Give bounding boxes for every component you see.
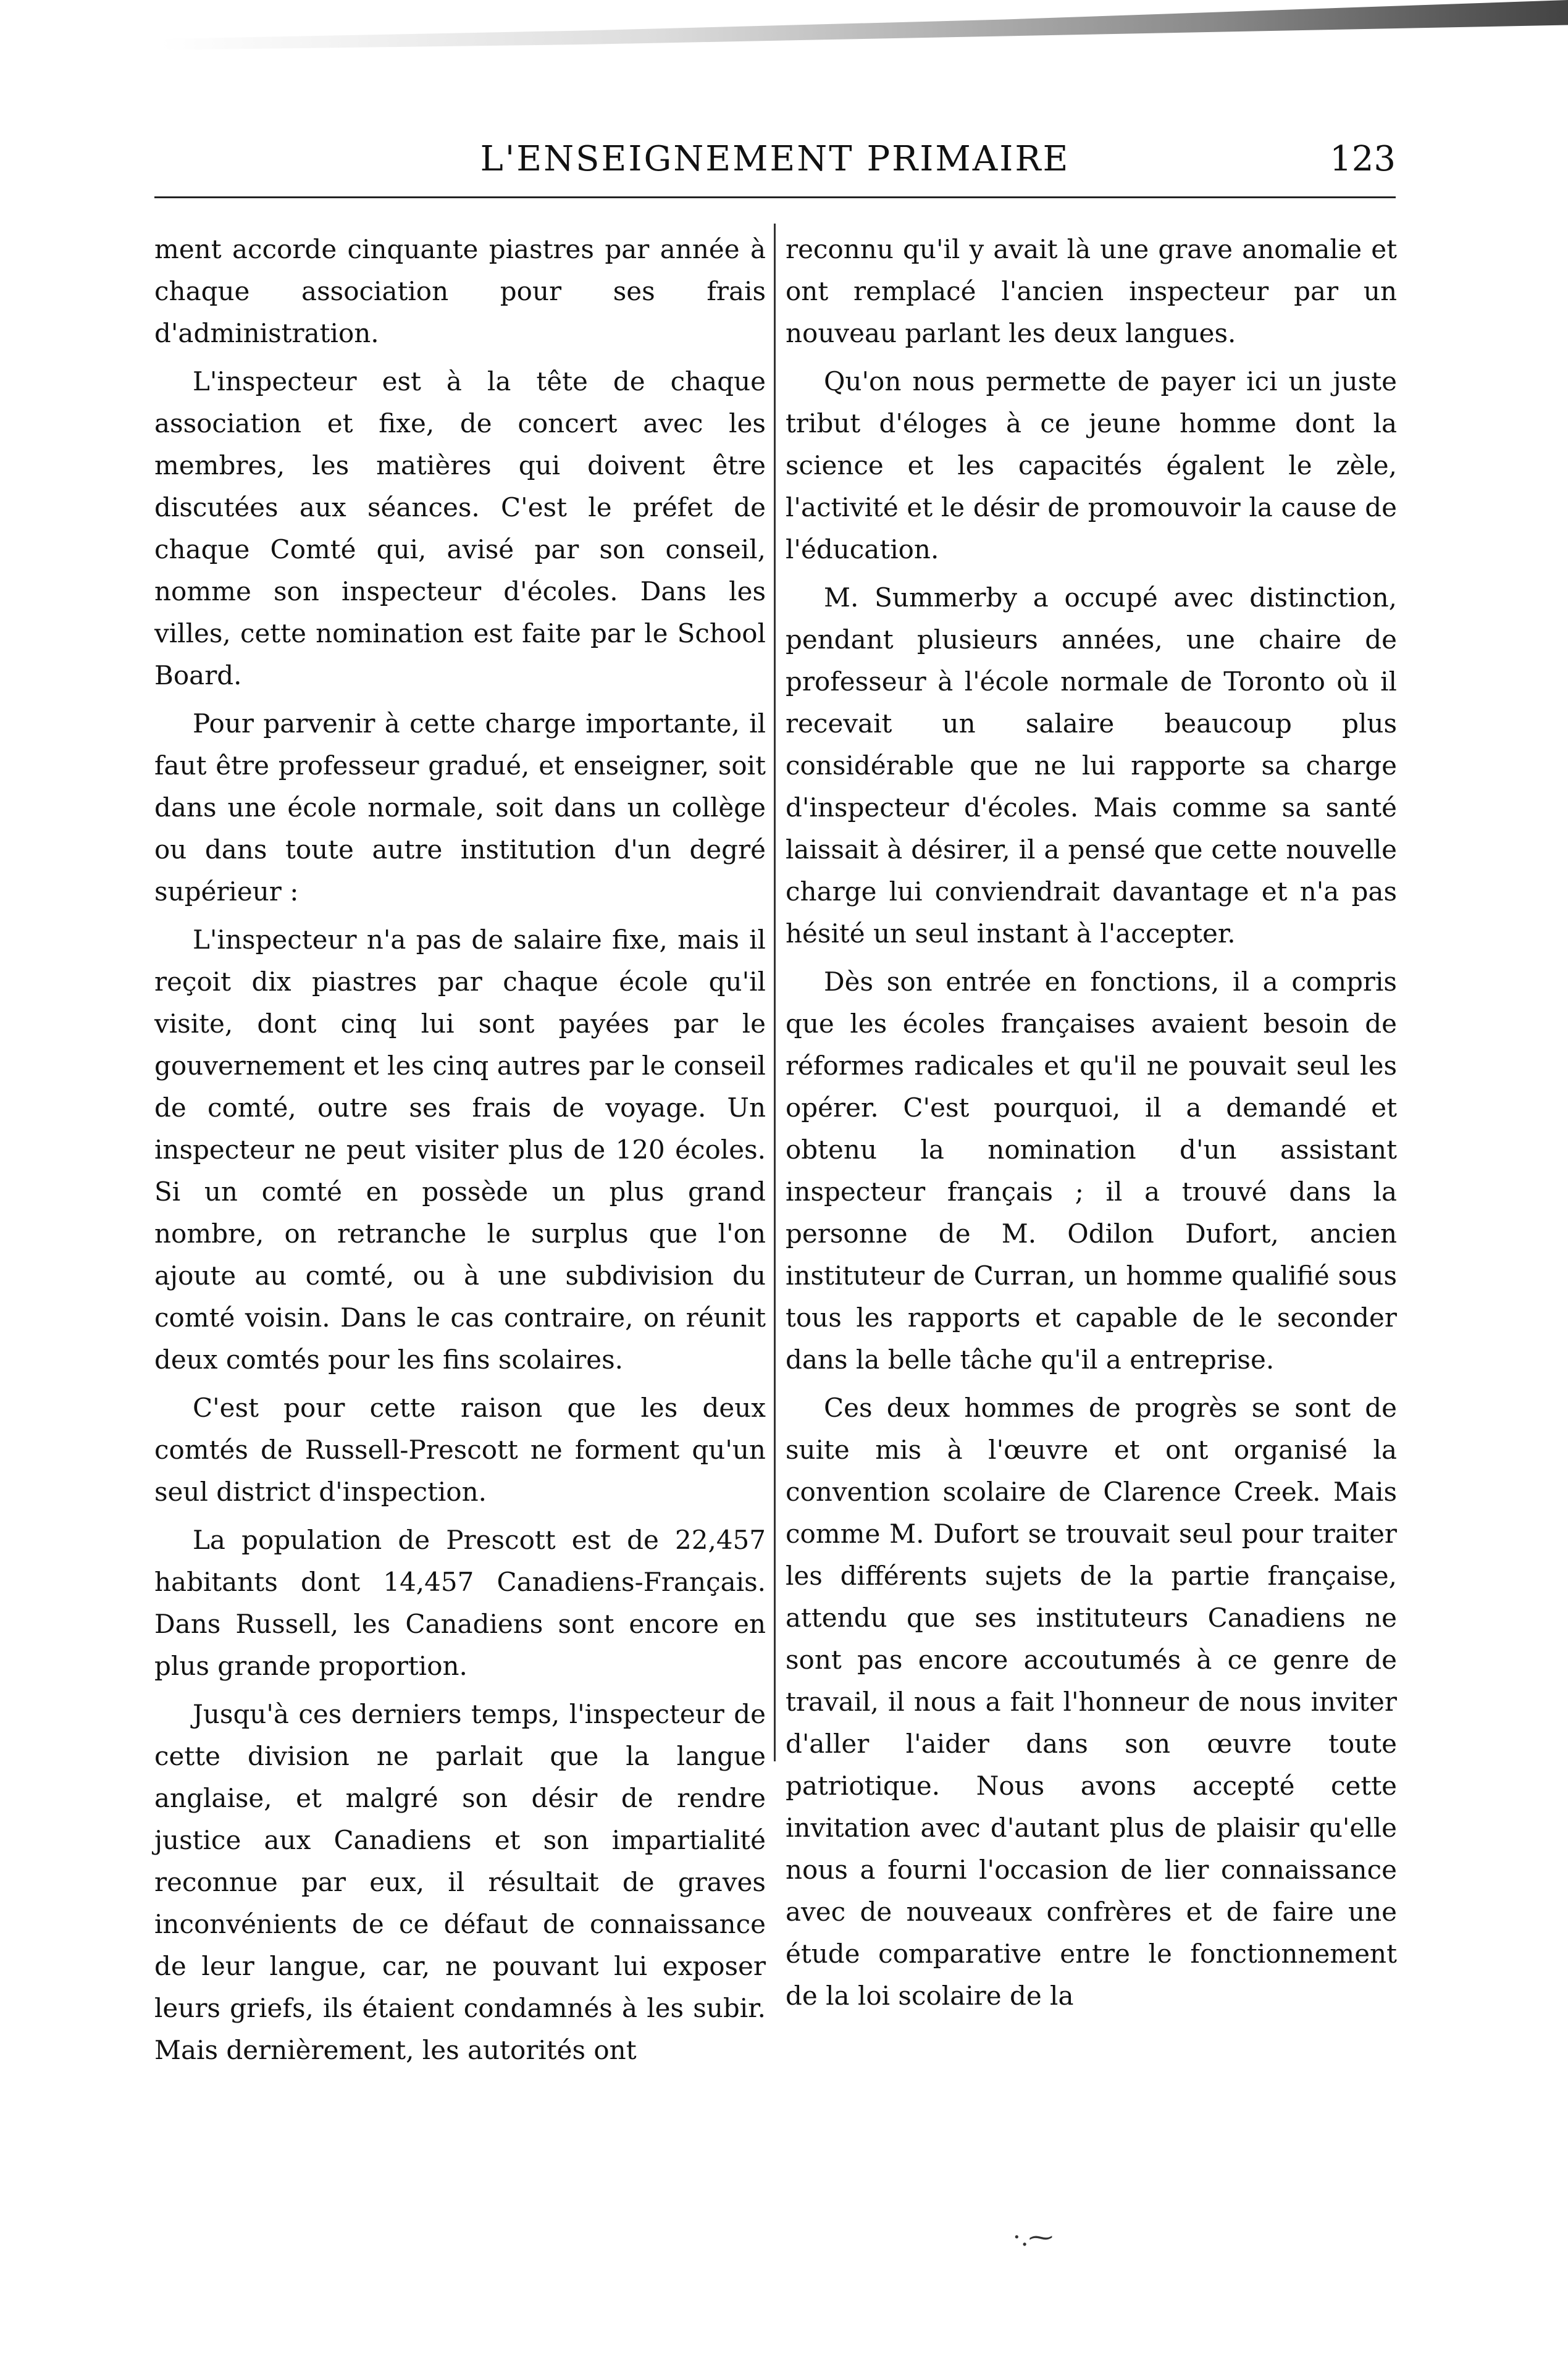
paragraph: Jusqu'à ces derniers temps, l'inspecteur de cette division ne parlait que la langue anglaise, et malgré son désir de rendre justice aux Canadiens et son impartialité reconnue par eux, il résultait de graves inconvénients de ce défaut de connaissance de leur langue, car, ne pouvant lui exposer leurs griefs, ils étaient condamnés à les subir. Mais dernièrement, les autorités ont [154,1699,766,2065]
paragraph: C'est pour cette raison que les deux comtés de Russell-Prescott ne forment qu'un seul district d'inspection. [154,1393,766,1507]
column-divider [774,224,776,1761]
paragraph: ment accorde cinquante piastres par année à chaque association pour ses frais d'administration. [154,234,766,348]
footer-mark: ·.⁓ [1013,2223,1054,2252]
paragraph: L'inspecteur n'a pas de salaire fixe, mais il reçoit dix piastres par chaque école qu'il visite, dont cinq lui sont payées par le gouvernement et les cinq autres par le conseil de comté, outre ses frais de voyage. Un inspecteur ne peut visiter plus de 120 écoles. Si un comté en possède un plus grand nombre, on retranche le surplus que l'on ajoute au comté, ou à une subdivision du comté voisin. Dans le cas contraire, on réunit deux comtés pour les fins scolaires. [154,925,766,1375]
page-number: 123 [1330,139,1396,179]
header-rule [154,196,1396,198]
paragraph: Qu'on nous permette de payer ici un juste tribut d'éloges à ce jeune homme dont la science et les capacités égalent le zèle, l'activité et le désir de promouvoir la cause de l'éducation. [786,366,1397,564]
paragraph: Ces deux hommes de progrès se sont de suite mis à l'œuvre et ont organisé la convention scolaire de Clarence Creek. Mais comme M. Dufort se trouvait seul pour traiter les différents sujets de la partie française, attendu que ses instituteurs Canadiens ne sont pas encore accoutumés à ce genre de travail, il nous a fait l'honneur de nous inviter d'aller l'aider dans son œuvre toute patriotique. Nous avons accepté cette invitation avec d'autant plus de plaisir qu'elle nous a fourni l'occasion de lier connaissance avec de nouveaux confrères et de faire une étude comparative entre le fonctionnement de la loi scolaire de la [786,1393,1397,2011]
paragraph: reconnu qu'il y avait là une grave anomalie et ont remplacé l'ancien inspecteur par un nouveau parlant les deux langues. [786,234,1397,348]
paragraph: M. Summerby a occupé avec distinction, pendant plusieurs années, une chaire de professeur à l'école normale de Toronto où il recevait un salaire beaucoup plus considérable que ne lui rapporte sa charge d'inspecteur d'écoles. Mais comme sa santé laissait à désirer, il a pensé que cette nouvelle charge lui conviendrait davantage et n'a pas hésité un seul instant à l'accepter. [786,582,1397,949]
right-column [786,229,1397,2023]
paragraph: L'inspecteur est à la tête de chaque association et fixe, de concert avec les membres, les matières qui doivent être discutées aux séances. C'est le préfet de chaque Comté qui, avisé par son conseil, nomme son inspecteur d'écoles. Dans les villes, cette nomination est faite par le School Board. [154,366,766,690]
left-column [154,229,766,2078]
paragraph: Dès son entrée en fonctions, il a compris que les écoles françaises avaient besoin de réformes radicales et qu'il ne pouvait seul les opérer. C'est pourquoi, il a demandé et obtenu la nomination d'un assistant inspecteur français ; il a trouvé dans la personne de M. Odilon Dufort, ancien instituteur de Curran, un homme qualifié sous tous les rapports et capable de le seconder dans la belle tâche qu'il a entreprise. [786,967,1397,1375]
paragraph: Pour parvenir à cette charge importante, il faut être professeur gradué, et enseigner, soit dans une école normale, soit dans un collège ou dans toute autre institution d'un degré supérieur : [154,708,766,907]
scan-edge-smudge [161,0,1568,56]
running-head [154,135,1396,184]
page-title: L'ENSEIGNEMENT PRIMAIRE [480,139,1070,179]
paragraph: La population de Prescott est de 22,457 habitants dont 14,457 Canadiens-Français. Dans Russell, les Canadiens sont encore en plus grande proportion. [154,1525,766,1681]
